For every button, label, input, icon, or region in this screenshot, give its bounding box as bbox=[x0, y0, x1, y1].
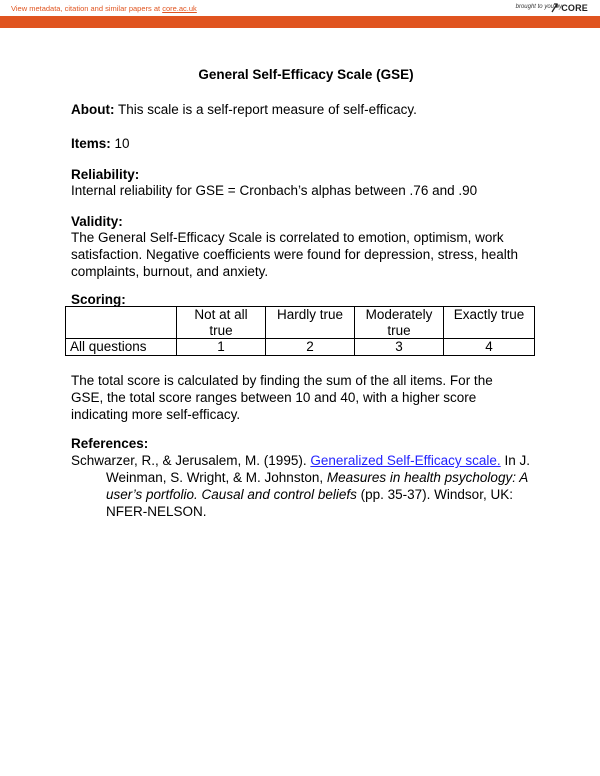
table-header-cell: Not at all true bbox=[177, 307, 266, 339]
table-header-cell: Hardly true bbox=[266, 307, 355, 339]
reference-entry bbox=[71, 452, 546, 520]
about-text: This scale is a self-report measure of self-efficacy. bbox=[114, 102, 417, 117]
core-banner bbox=[0, 0, 600, 41]
reference-tail: (pp. 35-37). Windsor, UK: NFER-NELSON. bbox=[106, 487, 513, 519]
references-heading: References: bbox=[71, 436, 149, 451]
banner-top-strip bbox=[0, 0, 600, 16]
provided-by-text: provided by National Documentation Centre on Drug Use bbox=[436, 34, 588, 41]
reliability-text: Internal reliability for GSE = Cronbach’s alphas between .76 and .90 bbox=[71, 183, 478, 198]
page-title: General Self-Efficacy Scale (GSE) bbox=[198, 67, 414, 82]
total-score-text: The total score is calculated by finding the sum of the all items. For the GSE, the total score ranges between 10 and 40, with a higher score indicating more self-efficacy. bbox=[71, 373, 493, 422]
metadata-link-domain[interactable]: core.ac.uk bbox=[162, 4, 197, 13]
table-header-cell: Exactly true bbox=[444, 307, 535, 339]
core-logo-icon bbox=[551, 2, 559, 13]
scoring-table bbox=[65, 306, 535, 356]
table-cell: 1 bbox=[177, 339, 266, 356]
reference-book-title: Measures in health psychology: A user’s portfolio. Causal and control beliefs bbox=[106, 470, 528, 502]
table-header-cell: Moderately true bbox=[355, 307, 444, 339]
items-paragraph bbox=[71, 135, 541, 152]
scoring-header-row bbox=[66, 307, 535, 339]
reliability-heading: Reliability: bbox=[71, 167, 140, 182]
provided-by-bar bbox=[0, 16, 600, 41]
items-label: Items: bbox=[71, 136, 111, 151]
table-row-label: All questions bbox=[66, 339, 177, 356]
metadata-link[interactable] bbox=[11, 4, 197, 13]
core-logo[interactable] bbox=[551, 1, 588, 14]
reference-authors: Schwarzer, R., & Jerusalem, M. (1995). bbox=[71, 453, 311, 468]
about-paragraph bbox=[71, 101, 541, 118]
about-label: About: bbox=[71, 102, 115, 117]
items-text: 10 bbox=[110, 136, 130, 151]
core-logo-text: CORE bbox=[561, 2, 588, 13]
table-row bbox=[66, 339, 535, 356]
scoring-heading: Scoring: bbox=[71, 292, 126, 307]
validity-heading: Validity: bbox=[71, 214, 123, 229]
table-cell: 4 bbox=[444, 339, 535, 356]
validity-text: The General Self-Efficacy Scale is correlated to emotion, optimism, work satisfaction. Negative coefficients were found for depression, stress, health complaints, burnout, and anxiety. bbox=[71, 230, 518, 279]
reference-link[interactable]: Generalized Self-Efficacy scale. bbox=[310, 453, 501, 468]
table-cell: 3 bbox=[355, 339, 444, 356]
reference-in-text: In J. Weinman, S. Wright, & M. Johnston, bbox=[106, 453, 530, 485]
metadata-text: View metadata, citation and similar papers at bbox=[11, 4, 163, 13]
table-header-cell bbox=[66, 307, 177, 339]
brought-to-you-text: brought to you by bbox=[515, 4, 562, 10]
table-cell: 2 bbox=[266, 339, 355, 356]
